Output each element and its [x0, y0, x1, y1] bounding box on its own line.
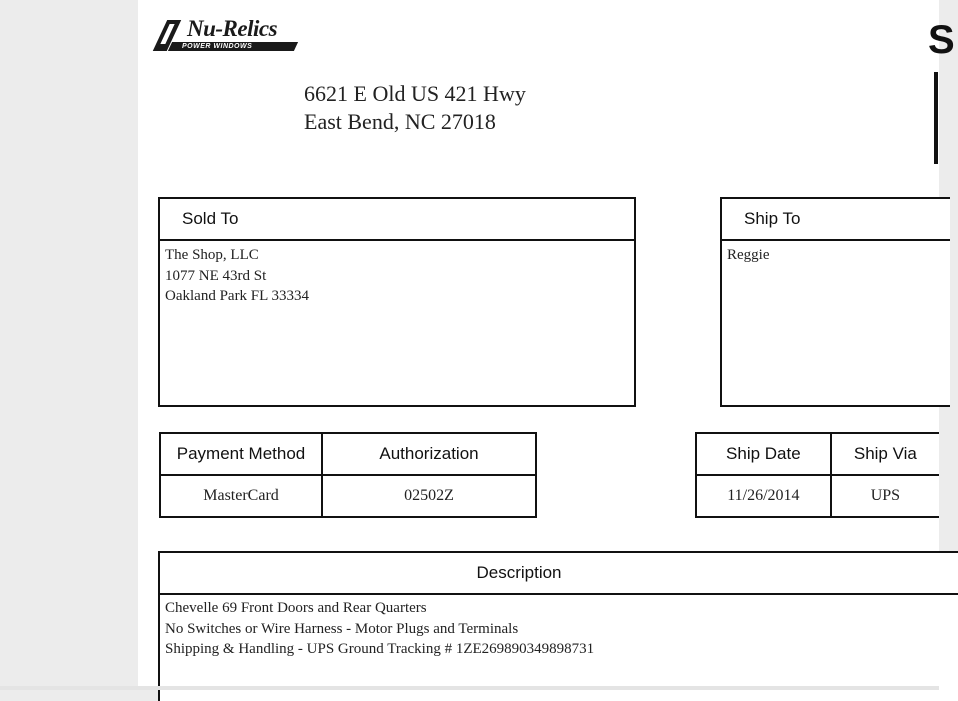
payment-method-header: Payment Method	[160, 433, 322, 475]
authorization-header: Authorization	[322, 433, 536, 475]
authorization-value: 02502Z	[322, 475, 536, 517]
description-line: Shipping & Handling - UPS Ground Tracking # 1ZE269890349898731	[165, 641, 595, 657]
ship-via-value: UPS	[831, 475, 939, 517]
ship-date-value: 11/26/2014	[696, 475, 831, 517]
sold-to-line: 1077 NE 43rd St	[165, 267, 267, 284]
payment-method-value: MasterCard	[160, 475, 322, 517]
description-box	[158, 551, 958, 701]
shipping-table	[695, 432, 939, 518]
payment-table	[159, 432, 537, 518]
logo-tagline: POWER WINDOWS	[182, 43, 253, 50]
logo-name: Nu-Relics	[187, 16, 278, 41]
ship-date-header: Ship Date	[696, 433, 831, 475]
company-logo	[158, 16, 300, 54]
description-line: Chevelle 69 Front Doors and Rear Quarters	[165, 600, 427, 616]
address-line-1: 6621 E Old US 421 Hwy	[304, 81, 526, 106]
description-line: No Switches or Wire Harness - Motor Plugs and Terminals	[165, 620, 519, 637]
ship-to-heading: Ship To	[722, 199, 950, 241]
invoice-page	[138, 0, 955, 686]
sold-to-box	[158, 197, 636, 407]
description-heading: Description	[160, 553, 958, 595]
viewer-bottom-edge	[0, 686, 939, 690]
ship-to-box	[720, 197, 950, 407]
sold-to-heading: Sold To	[160, 199, 634, 241]
document-title-fragment: S	[928, 18, 955, 62]
address-line-2: East Bend, NC 27018	[304, 109, 496, 134]
sold-to-line: Oakland Park FL 33334	[165, 288, 310, 304]
ship-to-line: Reggie	[727, 247, 770, 263]
sold-to-line: The Shop, LLC	[165, 247, 259, 263]
ship-via-header: Ship Via	[831, 433, 939, 475]
title-box-edge	[934, 72, 938, 164]
company-address	[304, 80, 526, 136]
